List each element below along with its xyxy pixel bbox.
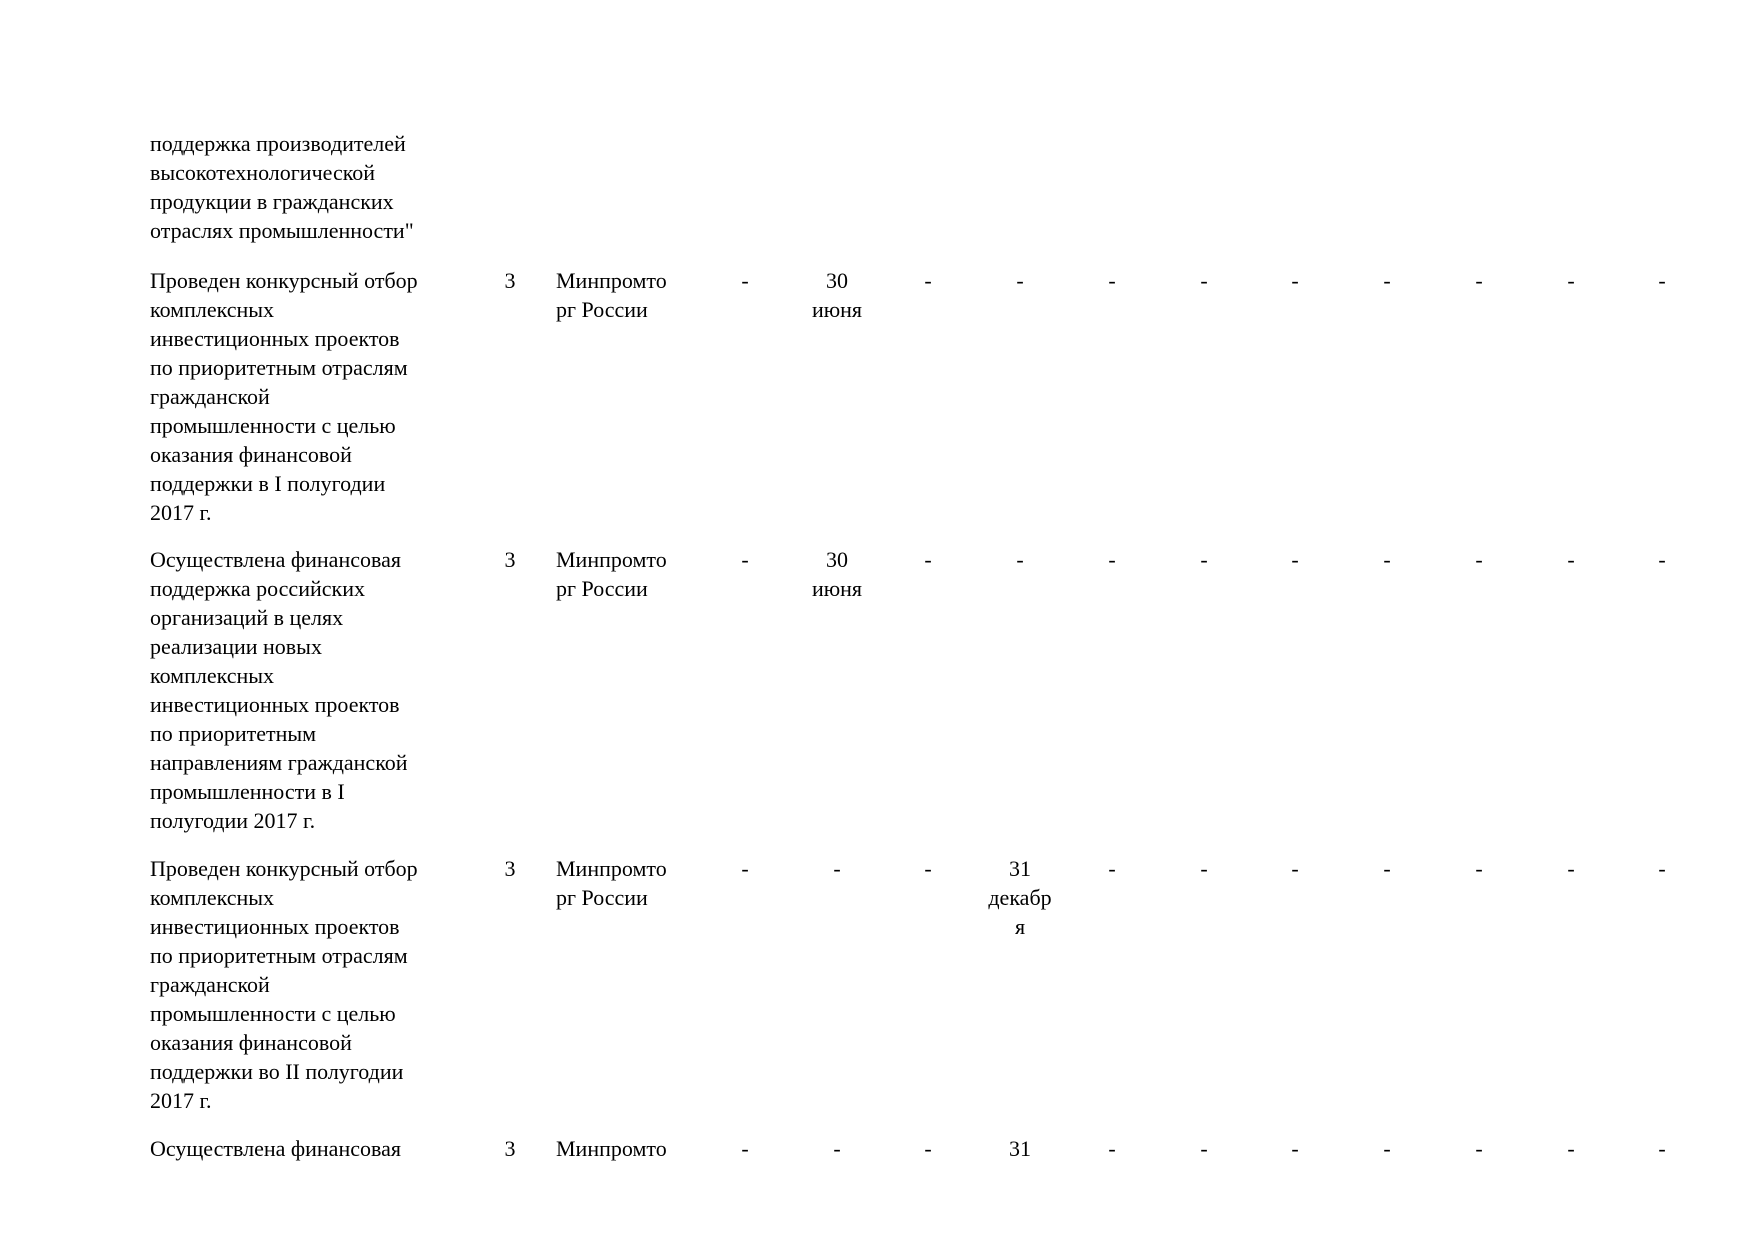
row-cell: 31 xyxy=(1009,1136,1031,1161)
row-cell: - xyxy=(1658,1136,1666,1161)
row-cell: - xyxy=(1108,1136,1116,1161)
row-cell: - xyxy=(1383,1136,1391,1161)
row-responsible: Минпромто рг России xyxy=(556,856,667,910)
row-cell: - xyxy=(924,856,932,881)
row-cell: - xyxy=(741,1136,749,1161)
row-responsible: Минпромто рг России xyxy=(556,547,667,601)
row-number: 3 xyxy=(504,856,516,881)
row-cell: - xyxy=(1291,268,1299,293)
row-cell: - xyxy=(741,268,749,293)
row-cell: - xyxy=(741,547,749,572)
row-cell: - xyxy=(741,856,749,881)
row-number: 3 xyxy=(504,1136,516,1161)
row-cell: 30 июня xyxy=(811,547,863,601)
row-cell: - xyxy=(1658,547,1666,572)
row-cell: - xyxy=(1200,547,1208,572)
row-cell: - xyxy=(1200,268,1208,293)
row-responsible: Минпромто рг России xyxy=(556,268,667,322)
row-description: Проведен конкурсный отбор комплексных инвестиционных проектов по приоритетным отраслям гражданской промышленности с целью оказания финансовой поддержки в I полугодии 2017 г. xyxy=(150,268,418,525)
row-cell: - xyxy=(833,856,841,881)
row-cell: - xyxy=(1567,1136,1575,1161)
row-cell: - xyxy=(1108,268,1116,293)
row-description: Осуществлена финансовая поддержка российских организаций в целях реализации новых комплексных инвестиционных проектов по приоритетным направлениям гражданской промышленности в I полугодии 2017 г. xyxy=(150,547,408,833)
row-description: Проведен конкурсный отбор комплексных инвестиционных проектов по приоритетным отраслям гражданской промышленности с целью оказания финансовой поддержки во II полугодии 2017 г. xyxy=(150,856,418,1113)
row-cell: - xyxy=(1200,856,1208,881)
continuation-text: поддержка производителей высокотехнологической продукции в гражданских отраслях промышленности" xyxy=(150,131,414,243)
row-cell: - xyxy=(924,547,932,572)
row-cell: - xyxy=(1108,856,1116,881)
row-cell: - xyxy=(1291,856,1299,881)
row-cell: - xyxy=(1200,1136,1208,1161)
row-cell: - xyxy=(1475,856,1483,881)
row-cell: - xyxy=(1567,856,1575,881)
row-cell: - xyxy=(924,268,932,293)
row-number: 3 xyxy=(504,547,516,572)
row-cell: - xyxy=(1475,547,1483,572)
row-cell: - xyxy=(1658,856,1666,881)
row-cell: - xyxy=(1383,856,1391,881)
row-cell: - xyxy=(924,1136,932,1161)
row-responsible: Минпромто xyxy=(556,1136,667,1161)
row-description: Осуществлена финансовая xyxy=(150,1136,401,1161)
row-cell: 30 июня xyxy=(811,268,863,322)
row-cell: - xyxy=(1291,547,1299,572)
row-cell: - xyxy=(833,1136,841,1161)
row-number: 3 xyxy=(504,268,516,293)
row-cell: - xyxy=(1291,1136,1299,1161)
row-cell: - xyxy=(1567,547,1575,572)
row-cell: - xyxy=(1016,547,1024,572)
row-cell: - xyxy=(1658,268,1666,293)
row-cell: - xyxy=(1475,268,1483,293)
row-cell: 31 декабр я xyxy=(988,856,1052,939)
row-cell: - xyxy=(1108,547,1116,572)
row-cell: - xyxy=(1383,268,1391,293)
row-cell: - xyxy=(1475,1136,1483,1161)
row-cell: - xyxy=(1567,268,1575,293)
row-cell: - xyxy=(1383,547,1391,572)
row-cell: - xyxy=(1016,268,1024,293)
